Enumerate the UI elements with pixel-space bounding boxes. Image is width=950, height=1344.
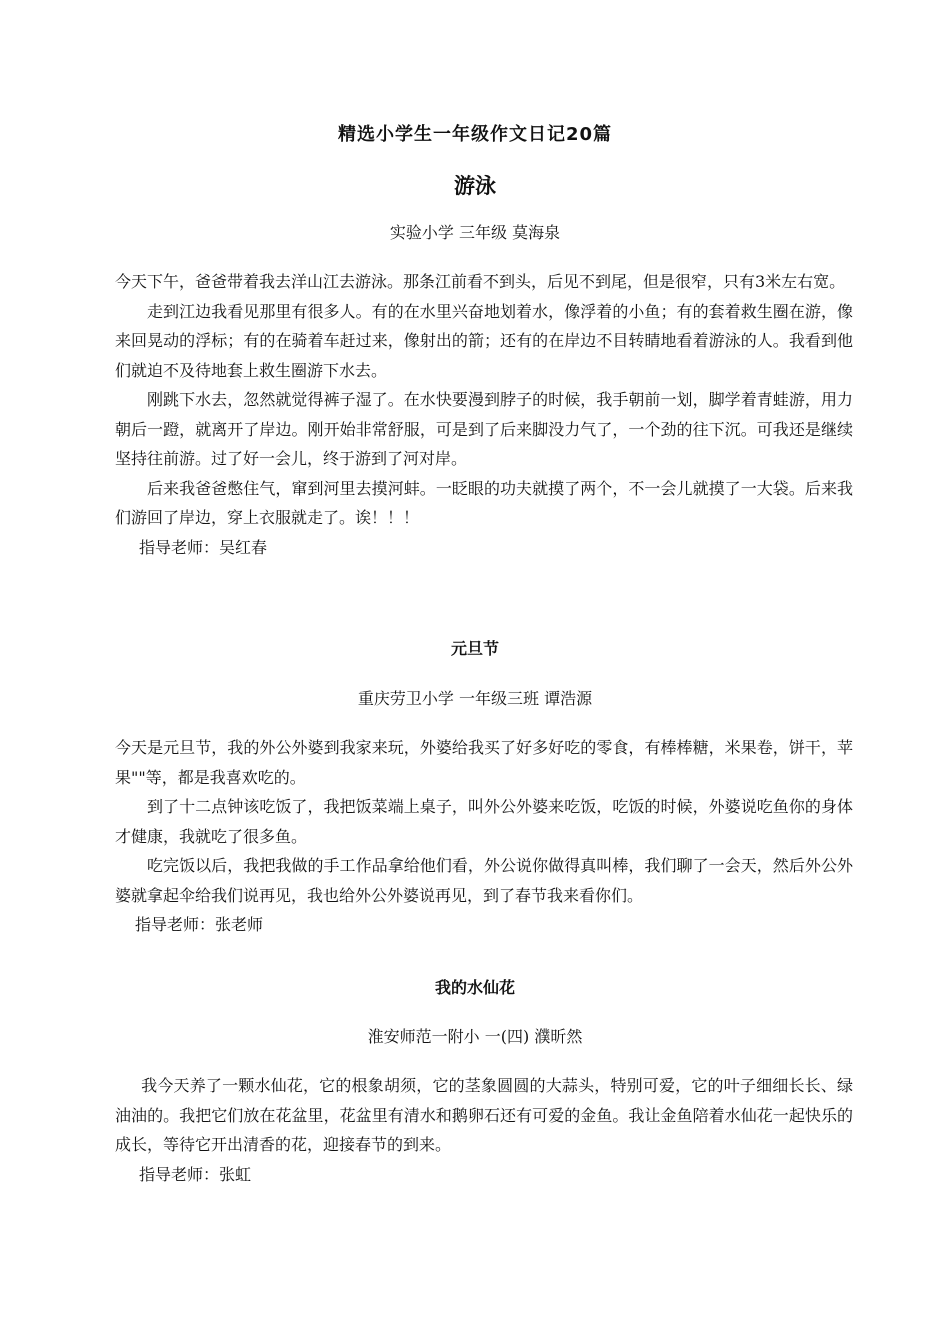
paragraph: 走到江边我看见那里有很多人。有的在水里兴奋地划着水，像浮着的小鱼；有的套着救生圈在游，像来回晃动的浮标；有的在骑着车赶过来，像射出的箭；还有的在岸边不目转睛地看着游泳的人。我看到他们就迫不及待地套上救生圈游下水去。 xyxy=(115,301,853,380)
teacher-credit: 指导老师：吴红春 xyxy=(139,537,268,557)
paragraph: 后来我爸爸憋住气，窜到河里去摸河蚌。一眨眼的功夫就摸了两个，不一会儿就摸了一大袋。后来我们游回了岸边，穿上衣服就走了。诶！！！ xyxy=(115,478,853,527)
paragraph: 到了十二点钟该吃饭了，我把饭菜端上桌子，叫外公外婆来吃饭，吃饭的时候，外婆说吃鱼你的身体才健康，我就吃了很多鱼。 xyxy=(115,797,853,846)
paragraph: 吃完饭以后，我把我做的手工作品拿给他们看，外公说你做得真叫棒，我们聊了一会天，然后外公外婆就拿起伞给我们说再见，我也给外公外婆说再见，到了春节我来看你们。 xyxy=(115,856,853,905)
essay-body xyxy=(115,733,853,940)
essay-byline: 淮安师范一附小 一(四) 濮昕然 xyxy=(367,1027,583,1046)
essay-title: 游泳 xyxy=(454,174,496,198)
paragraph-text: 我今天养了一颗水仙花，它的根象胡须，它的茎象圆圆的大蒜头，特别可爱，它的叶子细细长长、绿油油的。我把它们放在花盆里，花盆里有清水和鹅卵石还有可爱的金鱼。我让金鱼陪着水仙花一起快乐的成长，等待它开出清香的花，迎接春节的到来。 xyxy=(115,1076,853,1154)
essay-title: 元旦节 xyxy=(450,639,499,658)
essay-body xyxy=(115,267,853,562)
essay-title: 我的水仙花 xyxy=(434,978,515,997)
paragraph xyxy=(115,1071,853,1160)
paragraph: 刚跳下水去，忽然就觉得裤子湿了。在水快要漫到脖子的时候，我手朝前一划，脚学着青蛙游，用力朝后一蹬，就离开了岸边。刚开始非常舒服，可是到了后来脚没力气了，一个劲的往下沉。可我还是继续坚持往前游。过了好一会儿，终于游到了河对岸。 xyxy=(115,390,853,468)
essay-body xyxy=(115,1071,853,1189)
document-title: 精选小学生一年级作文日记20篇 xyxy=(337,124,613,145)
paragraph: 今天下午，爸爸带着我去洋山江去游泳。那条江前看不到头，后见不到尾，但是很窄，只有3米左右宽。 xyxy=(115,272,846,291)
essay-byline: 重庆劳卫小学 一年级三班 谭浩源 xyxy=(357,689,593,708)
paragraph: 今天是元旦节，我的外公外婆到我家来玩，外婆给我买了好多好吃的零食，有棒棒糖，米果卷，饼干，苹果""等，都是我喜欢吃的。 xyxy=(115,738,853,787)
essay-byline: 实验小学 三年级 莫海泉 xyxy=(389,223,561,242)
teacher-credit: 指导老师：张虹 xyxy=(139,1164,252,1184)
teacher-credit: 指导老师：张老师 xyxy=(135,915,264,934)
